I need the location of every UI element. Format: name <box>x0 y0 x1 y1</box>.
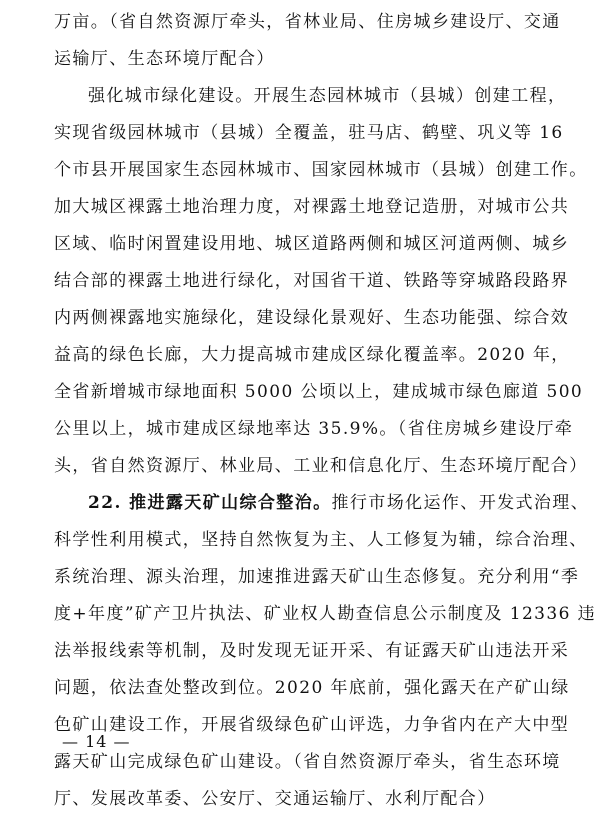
text-line-12: 公里以上，城市建成区绿地率达 35.9%。（省住房城乡建设厅牵 <box>54 419 574 439</box>
text-line-6: 加大城区裸露土地治理力度，对裸露土地登记造册，对城市公共 <box>54 197 570 217</box>
text-line-1: 万亩。（省自然资源厅牵头，省林业局、住房城乡建设厅、交通 <box>54 12 561 32</box>
text-line-4: 实现省级园林城市（县城）全覆盖，驻马店、鹤壁、巩义等 16 <box>54 123 564 143</box>
section-22-line-6: 问题，依法查处整改到位。2020 年底前，强化露天在产矿山绿 <box>54 678 570 698</box>
section-22-line-2: 科学性利用模式，坚持自然恢复为主、人工修复为辅，综合治理、 <box>54 530 588 550</box>
document-page <box>54 4 597 818</box>
text-line-10: 益高的绿色长廊，大力提高城市建成区绿化覆盖率。2020 年， <box>54 345 570 365</box>
text-line-7: 区域、临时闲置建设用地、城区道路两侧和城区河道两侧、城乡 <box>54 234 570 254</box>
text-line-8: 结合部的裸露土地进行绿化，对国省干道、铁路等穿城路段路界 <box>54 271 570 291</box>
section-22-first-line <box>54 485 590 522</box>
section-22-line-8: 露天矿山完成绿色矿山建设。（省自然资源厅牵头，省生态环境 <box>54 752 561 772</box>
text-line-5: 个市县开展国家生态园林城市、国家园林城市（县城）创建工作。 <box>54 160 588 180</box>
text-line-13: 头，省自然资源厅、林业局、工业和信息化厅、生态环境厅配合） <box>54 456 588 476</box>
section-22-line-3: 系统治理、源头治理，加速推进露天矿山生态修复。充分利用“季 <box>54 567 580 587</box>
text-line-11: 全省新增城市绿地面积 5000 公顷以上，建成城市绿色廊道 500 <box>54 382 584 402</box>
page-number: — 14 — <box>62 732 131 751</box>
section-22-line-9: 厅、发展改革委、公安厅、交通运输厅、水利厅配合） <box>54 789 496 809</box>
section-22-line-4: 度+年度”矿产卫片执法、矿业权人勘查信息公示制度及 12336 违 <box>54 604 597 624</box>
text-line-9: 内两侧裸露地实施绿化，建设绿化景观好、生态功能强、综合效 <box>54 308 570 328</box>
section-22-first-line-text: 推行市场化运作、开发式治理、 <box>331 493 590 513</box>
text-line-2: 运输厅、生态环境厅配合） <box>54 49 275 69</box>
section-22-line-5: 法举报线索等机制，及时发现无证开采、有证露天矿山违法开采 <box>54 641 570 661</box>
paragraph-urban-greening-start: 强化城市绿化建设。开展生态园林城市（县城）创建工程， <box>88 86 567 106</box>
section-22-heading: 22. 推进露天矿山综合整治。 <box>88 493 332 513</box>
section-22-line-7: 色矿山建设工作，开展省级绿色矿山评选，力争省内在产大中型 <box>54 715 570 735</box>
